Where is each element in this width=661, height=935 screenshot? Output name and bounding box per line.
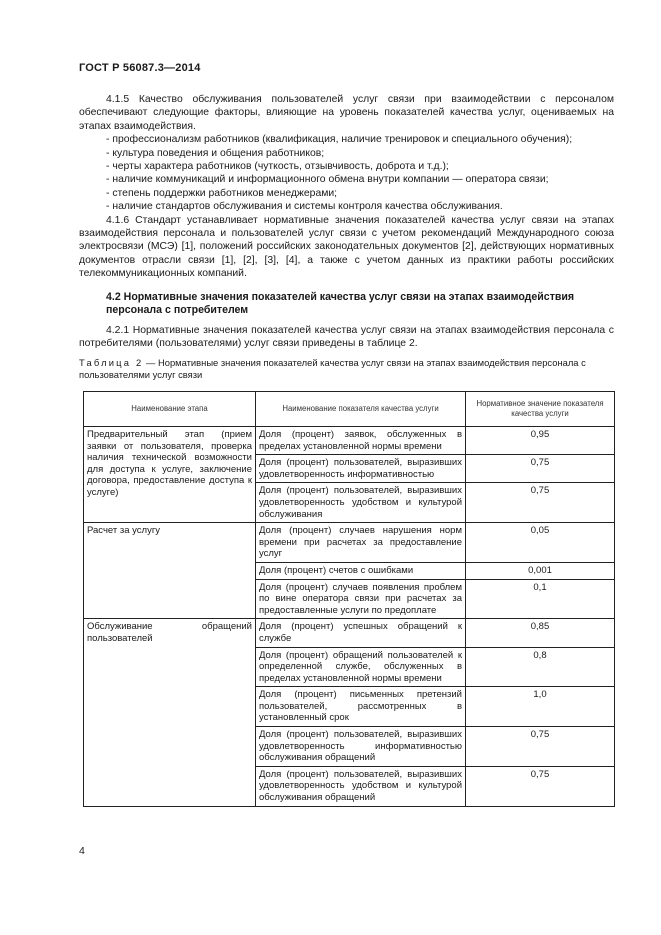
value-cell: 0,75 (466, 727, 615, 767)
value-cell: 0,75 (466, 766, 615, 806)
list-item: - черты характера работников (чуткость, отзывчивость, доброта и т.д.); (106, 161, 449, 173)
list-item: - наличие стандартов обслуживания и системы контроля качества обслуживания. (106, 201, 503, 213)
stage-cell-billing: Расчет за услугу (84, 523, 256, 619)
paragraph-4-1-6: 4.1.6 Стандарт устанавливает нормативные значения показателей качества услуг связи на этапах взаимодействия персонала и пользователей услуг связи с учетом рекомендаций Международного союза электросвязи (МСЭ) [1], положений российских законодательных документов [2], действующих нормативных документов отрасли связи [1], [2], [3], [4], а также с учетом данных из практики работы российских телекоммуникационных компаний. (79, 214, 614, 280)
value-cell: 0,001 (466, 562, 615, 579)
body-text (79, 93, 614, 391)
indicator-cell: Доля (процент) заявок, обслуженных в пределах установленной нормы времени (256, 427, 466, 455)
table-header-row (84, 392, 615, 427)
value-cell: 0,75 (466, 455, 615, 483)
indicator-cell: Доля (процент) пользователей, выразивших удовлетворенность удобством и культурой обслуживания обращений (256, 766, 466, 806)
indicator-cell: Доля (процент) пользователей, выразивших удовлетворенность информативностью (256, 455, 466, 483)
value-cell: 0,85 (466, 619, 615, 647)
indicator-cell: Доля (процент) случаев появления проблем по вине оператора связи при расчетах за предоставленные услуги по предоплате (256, 579, 466, 619)
page-number: 4 (79, 845, 85, 857)
table-row (84, 427, 615, 455)
paragraph-4-2-1: 4.2.1 Нормативные значения показателей качества услуг связи на этапах взаимодействия персонала с потребителями (пользователями) услуг связи приведены в таблице 2. (79, 324, 614, 350)
value-cell: 0,95 (466, 427, 615, 455)
paragraph-4-1-5: 4.1.5 Качество обслуживания пользователей услуг связи при взаимодействии с персоналом обеспечивают следующие факторы, влияющие на уровень показателей качества услуг, оцениваемых на этапах взаимодействия. (79, 94, 614, 132)
value-cell: 0,05 (466, 523, 615, 563)
section-title-4-2: 4.2 Нормативные значения показателей качества услуг связи на этапах взаимодействия персонала с потребителем (106, 290, 575, 317)
value-cell: 0,8 (466, 647, 615, 687)
list-item: - культура поведения и общения работников; (106, 147, 325, 159)
indicator-cell: Доля (процент) письменных претензий пользователей, рассмотренных в установленный срок (256, 687, 466, 727)
table-caption-text: — Нормативные значения показателей качества услуг связи на этапах взаимодействия персонала с пользователями услуг связи (79, 356, 586, 381)
list-item: - степень поддержки работников менеджерами; (106, 187, 338, 199)
table-row (84, 523, 615, 563)
header-value: Нормативное значение показателя качества услуги (466, 392, 615, 427)
indicator-cell: Доля (процент) обращений пользователей к определенной службе, обслуженных в пределах установленной нормы времени (256, 647, 466, 687)
table-row (84, 619, 615, 647)
value-cell: 0,1 (466, 579, 615, 619)
table-caption-label: Таблица 2 (79, 356, 144, 368)
table-caption (79, 357, 614, 382)
header-indicator: Наименование показателя качества услуги (256, 392, 466, 427)
indicator-cell: Доля (процент) счетов с ошибками (256, 562, 466, 579)
stage-cell-requests: Обслуживание обращений пользователей (84, 619, 256, 806)
indicator-cell: Доля (процент) пользователей, выразивших удовлетворенность информативностью обслуживания обращений (256, 727, 466, 767)
value-cell: 0,75 (466, 483, 615, 523)
document-code-header: ГОСТ Р 56087.3—2014 (79, 62, 201, 74)
indicator-cell: Доля (процент) случаев нарушения норм времени при расчетах за предоставление услуг (256, 523, 466, 563)
indicator-cell: Доля (процент) пользователей, выразивших удовлетворенность удобством и культурой обслуживания (256, 483, 466, 523)
value-cell: 1,0 (466, 687, 615, 727)
indicator-cell: Доля (процент) успешных обращений к службе (256, 619, 466, 647)
quality-indicators-table (83, 391, 615, 807)
list-item: - наличие коммуникаций и информационного обмена внутри компании — оператора связи; (106, 174, 549, 186)
list-item: - профессионализм работников (квалификация, наличие тренировок и специального обучения); (106, 134, 573, 146)
header-stage: Наименование этапа (84, 392, 256, 427)
stage-cell-preliminary: Предварительный этап (прием заявки от пользователя, проверка наличия технической возможности для доступа к услуге, заключение договора, предоставление доступа к услуге) (84, 427, 256, 523)
